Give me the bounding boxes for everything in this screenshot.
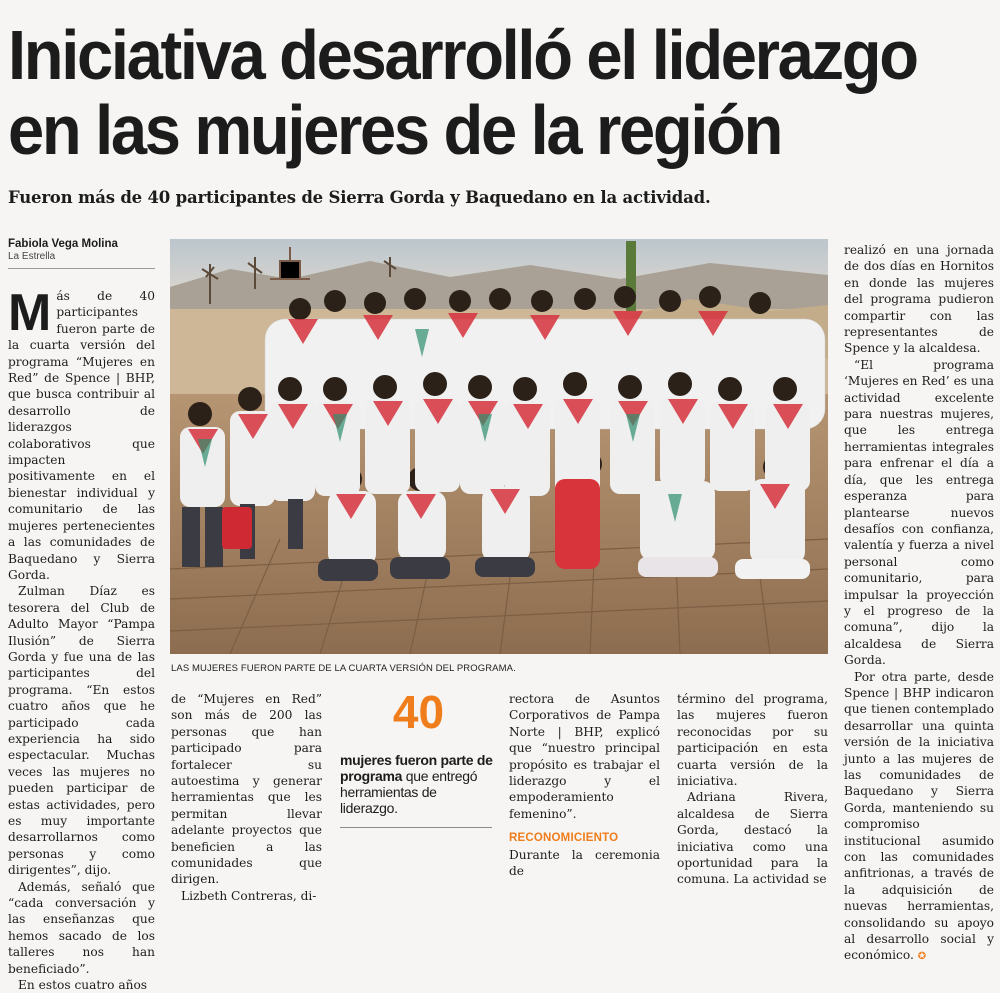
stat-description [340, 752, 497, 816]
headline [8, 18, 924, 168]
paragraph: Además, señaló que “cada conversación y las enseñanzas que hemos sacado de los talleres nos han beneficiado”. [8, 879, 155, 976]
subheadline: Fueron más de 40 participantes de Sierra Gorda y Baquedano en la actividad. [8, 188, 711, 207]
stat-rest-text: que entregó herramientas de liderazgo. [340, 768, 478, 816]
paragraph: de “Mujeres en Red” son más de 200 las personas que han participado para fortalecer su autoestima y generar herramientas que les permitan llevar adelante proyectos que beneficien a las comunidades que dirigen. [171, 692, 322, 887]
paragraph: Por otra parte, desde Spence | BHP indicaron que tienen contemplado desarrollar una quinta versión de la iniciativa junto a las mujeres de las comunidades de Baquedano y Sierra Gorda, manteniendo su compromiso institucional asumido con las comunidades anfitrionas, a través de la adquisición de nuevas herramientas, consolidando su apoyo al desarrollo social y económico. ✪ [844, 669, 994, 963]
article-column-3 [509, 691, 660, 879]
byline-divider [8, 268, 155, 269]
article-column-5 [844, 242, 994, 966]
stat-bold-text: mujeres fueron parte de programa [340, 752, 493, 784]
author-name: Fabiola Vega Molina [8, 238, 118, 250]
article-column-4 [677, 691, 828, 888]
paragraph: Adriana Rivera, alcaldesa de Sierra Gorda, destacó la iniciativa como una oportunidad para la comuna. La actividad se [677, 790, 828, 887]
paragraph: Zulman Díaz es tesorera del Club de Adulto Mayor “Pampa Ilusión” de Sierra Gorda y fue una de las participantes del programa. “En estos cuatro años que he participado cada experiencia ha sido espectacular. Muchas veces las mujeres no pueden participar de estas actividades, pero es muy importante desarrollarnos como personas y como dirigentes”, dijo. [8, 584, 155, 878]
paragraph: Durante la ceremonia de [509, 847, 660, 879]
headline-line-2: en las mujeres de la región [8, 91, 782, 169]
paragraph: En estos cuatro años [18, 978, 148, 993]
group-photo-illustration [170, 239, 828, 654]
stat-divider [340, 827, 492, 828]
paragraph: término del programa, las mujeres fueron reconocidas por su participación en esta cuarta versión de la iniciativa. [677, 692, 828, 789]
stat-number: 40 [392, 686, 445, 738]
article-column-1 [8, 284, 155, 993]
drop-cap: M [8, 284, 52, 342]
paragraph: realizó en una jornada de dos días en Hornitos en donde las mujeres del programa pudieron compartir con las representantes de Spence y la alcaldesa. [844, 243, 994, 356]
paragraph: rectora de Asuntos Corporativos de Pampa Norte | BHP, explicó que “nuestro principal propósito es trabajar el liderazgo y el empoderamiento femenino”. [509, 692, 660, 821]
photo-caption: LAS MUJERES FUERON PARTE DE LA CUARTA VERSIÓN DEL PROGRAMA. [171, 663, 516, 674]
paragraph: Lizbeth Contreras, di- [181, 888, 317, 903]
paragraph: “El programa ‘Mujeres en Red’ es una actividad excelente para nuestras mujeres, que les entrega herramientas integrales para enfrenar el día a día, que les entrega esperanza para plantearse nuevos desafíos con confianza, valentía y fuerza a nivel personal como comunitario, para impulsar la proyección y el progreso de la comuna”, dijo la alcaldesa de Sierra Gorda. [844, 357, 994, 668]
section-heading: RECONOMICIENTO [509, 832, 619, 845]
paragraph: Más de 40 participantes fueron parte de la cuarta versión del programa “Mujeres en Red” de Spence | BHP, que busca contribuir al desarrollo de liderazgos colaborativos que impacten positivamente en el bienestar individual y comunitario de las mujeres pertenecientes a las comunidades de Baquedano y Sierra Gorda. [8, 284, 155, 582]
article-column-2 [171, 691, 322, 904]
end-mark-icon: ✪ [917, 951, 927, 963]
headline-line-1: Iniciativa desarrolló el liderazgo [8, 16, 917, 94]
outlet-name: La Estrella [8, 251, 56, 262]
group-photo [170, 239, 828, 654]
byline [8, 238, 155, 262]
